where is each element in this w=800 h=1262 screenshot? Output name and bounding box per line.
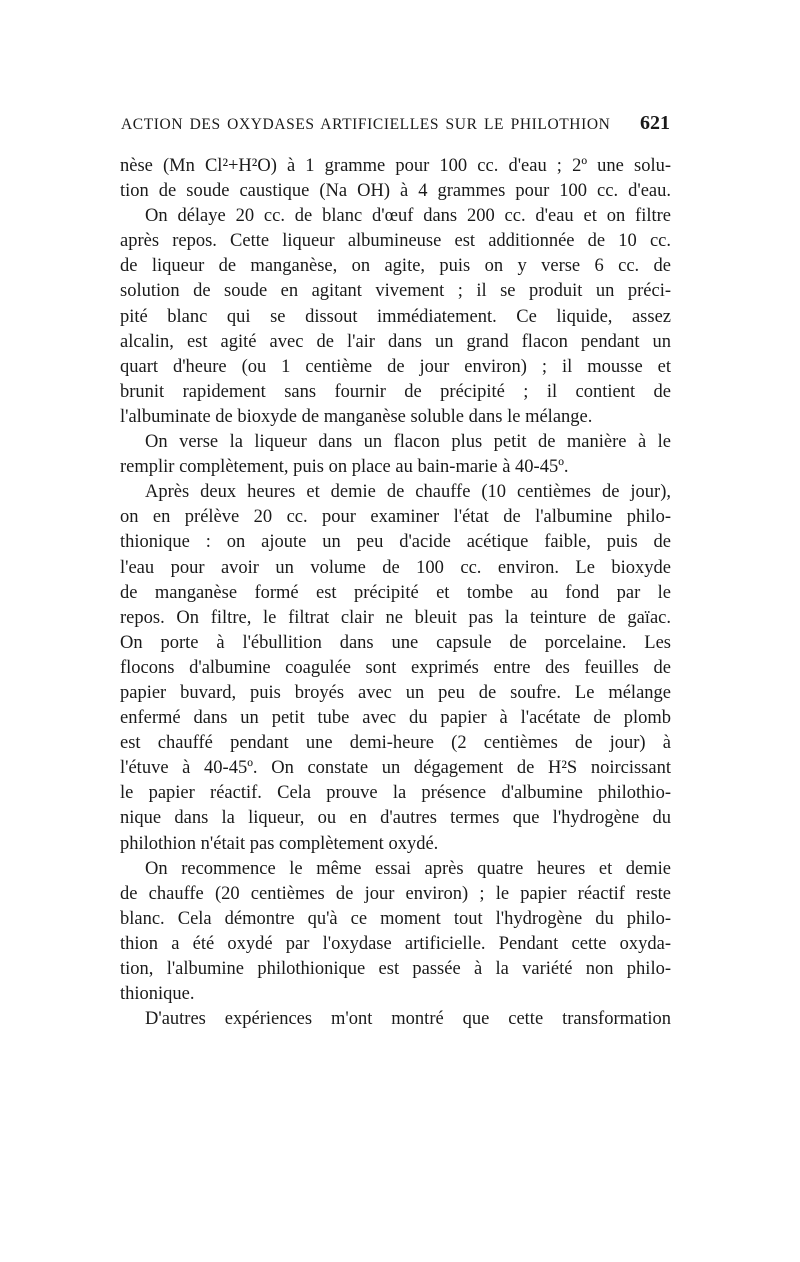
text-line: philothion n'était pas complètement oxydé. [120, 833, 439, 854]
text-line: de chauffe (20 centièmes de jour environ) ; le papier réactif reste [120, 883, 671, 904]
running-head [121, 112, 670, 142]
text-line: après repos. Cette liqueur albumineuse est additionnée de 10 cc. [120, 231, 671, 252]
text-line: de liqueur de manganèse, on agite, puis on y verse 6 cc. de [120, 256, 671, 277]
text-line: blanc. Cela démontre qu'à ce moment tout l'hydrogène du philo- [120, 908, 671, 929]
text-line: thionique. [120, 984, 195, 1005]
text-line: On délaye 20 cc. de blanc d'œuf dans 200 cc. d'eau et on filtre [145, 206, 671, 227]
text-line: On porte à l'ébullition dans une capsule de porcelaine. Les [120, 632, 671, 653]
text-line: nique dans la liqueur, ou en d'autres termes que l'hydrogène du [120, 808, 671, 829]
text-line: nèse (Mn Cl²+H²O) à 1 gramme pour 100 cc. d'eau ; 2º une solu- [120, 156, 671, 176]
text-line: remplir complètement, puis on place au bain-marie à 40-45º. [120, 457, 569, 478]
text-line: papier buvard, puis broyés avec un peu de soufre. Le mélange [120, 682, 671, 703]
text-line: tion de soude caustique (Na OH) à 4 grammes pour 100 cc. d'eau. [120, 181, 671, 202]
text-line: flocons d'albumine coagulée sont exprimés entre des feuilles de [120, 657, 671, 678]
text-line: de manganèse formé est précipité et tombe au fond par le [120, 582, 671, 603]
text-line: On verse la liqueur dans un flacon plus petit de manière à le [145, 432, 671, 453]
page-number: 621 [640, 112, 670, 134]
text-line: on en prélève 20 cc. pour examiner l'état de l'albumine philo- [120, 507, 671, 528]
text-line: l'eau pour avoir un volume de 100 cc. environ. Le bioxyde [120, 557, 671, 578]
text-line: le papier réactif. Cela prouve la présence d'albumine philothio- [120, 783, 671, 804]
running-title: ACTION DES OXYDASES ARTIFICIELLES SUR LE PHILOTHION [121, 116, 611, 133]
text-line: l'étuve à 40-45º. On constate un dégagement de H²S noircissant [120, 758, 671, 779]
text-line: quart d'heure (ou 1 centième de jour environ) ; il mousse et [120, 356, 671, 377]
text-line: l'albuminate de bioxyde de manganèse soluble dans le mélange. [120, 406, 593, 427]
text-line: thionique : on ajoute un peu d'acide acétique faible, puis de [120, 532, 671, 553]
text-line: est chauffé pendant une demi-heure (2 centièmes de jour) à [120, 733, 671, 754]
text-line: alcalin, est agité avec de l'air dans un grand flacon pendant un [120, 331, 671, 352]
text-line: enfermé dans un petit tube avec du papier à l'acétate de plomb [120, 708, 671, 729]
text-line: solution de soude en agitant vivement ; il se produit un préci- [120, 281, 671, 302]
text-line: repos. On filtre, le filtrat clair ne bleuit pas la teinture de gaïac. [120, 607, 671, 628]
body-text [120, 154, 671, 1032]
text-line: On recommence le même essai après quatre heures et demie [145, 858, 671, 879]
text-line: tion, l'albumine philothionique est passée à la variété non philo- [120, 959, 671, 979]
text-line: brunit rapidement sans fournir de précipité ; il contient de [120, 381, 671, 402]
text-line: D'autres expériences m'ont montré que cette transformation [145, 1009, 671, 1030]
text-line: Après deux heures et demie de chauffe (10 centièmes de jour), [145, 482, 671, 503]
text-line: pité blanc qui se dissout immédiatement. Ce liquide, assez [120, 306, 671, 327]
text-line: thion a été oxydé par l'oxydase artificielle. Pendant cette oxyda- [120, 933, 671, 954]
